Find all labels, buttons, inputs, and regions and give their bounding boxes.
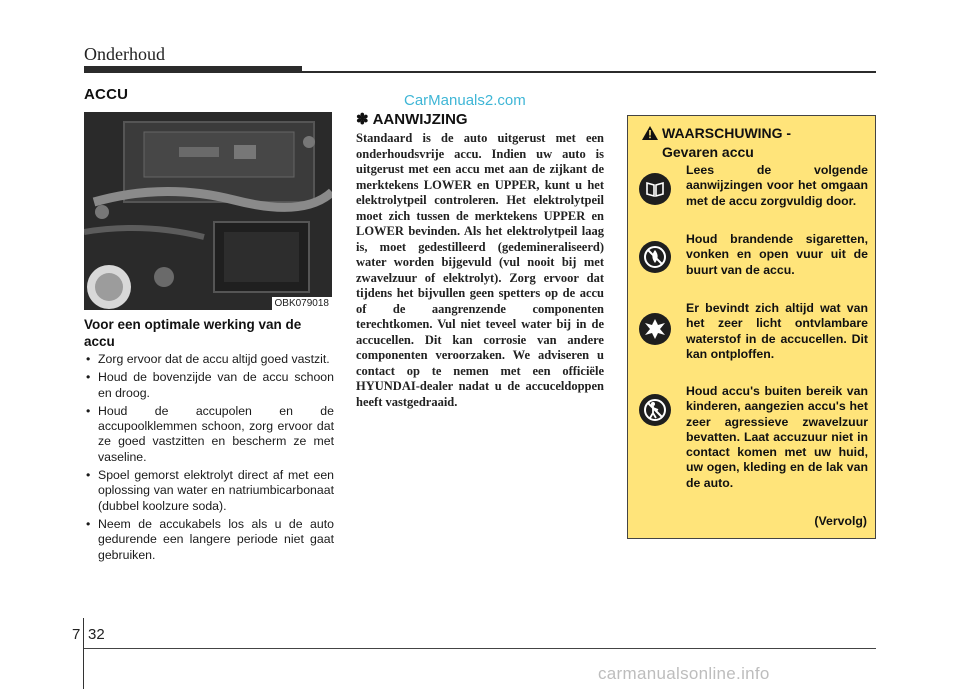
list-item: • Houd de bovenzijde van de accu schoon en droog. xyxy=(84,370,334,401)
running-header-title: Onderhoud xyxy=(84,44,165,64)
header-rule-thick xyxy=(84,66,302,73)
list-item: • Zorg ervoor dat de accu altijd goed vastzit. xyxy=(84,352,334,367)
footer-rule xyxy=(84,648,876,649)
note-body: Standaard is de auto uitgerust met een onderhoudsvrije accu. Indien uw auto is uitgerust met een accu met aan de zijkant de merktekens LOWER en UPPER, kunt u het elektrolytpeil controleren. Het elektrolytpeil moet zich tussen de merktekens UPPER en LOWER bevinden. Als het elektrolytpeil laag is, moet gedestilleerd (gedemineraliseerd) water worden bijgevuld (vul nooit bij met zwavelzuur of elektrolyt). Zorg ervoor dat tijdens het bijvullen geen spetters op de accu of de aangrenzende componenten terechtkomen. Vul niet teveel water bij in de accucellen. Dit kan corrosie van andere componenten veroorzaken. We adviseren u contact op te nemen met een officiële HYUNDAI-dealer nadat u de accuceldoppen heeft vastgedraaid. xyxy=(356,131,604,409)
warning-item-no-fire: Houd brandende sigaretten, vonken en open vuur uit de buurt van de accu. xyxy=(686,232,868,277)
manual-icon xyxy=(639,173,671,205)
footer-divider-vertical xyxy=(83,618,84,689)
no-flame-icon xyxy=(639,241,671,273)
engine-bay-illustration xyxy=(84,112,332,310)
warning-box xyxy=(627,115,876,539)
warning-item-read-instructions: Lees de volgende aanwijzingen voor het omgaan met de accu zorgvuldig door. xyxy=(686,163,868,208)
note-heading xyxy=(356,110,468,128)
warning-subtitle: Gevaren accu xyxy=(662,144,754,160)
header-rule-thin xyxy=(302,71,876,73)
watermark-top: CarManuals2.com xyxy=(404,92,526,109)
warning-title: WAARSCHUWING - xyxy=(662,125,792,141)
warning-triangle-icon xyxy=(642,126,658,144)
chapter-number: 7 xyxy=(72,626,81,643)
photo-reference-code: OBK079018 xyxy=(272,297,333,310)
list-item: • Neem de accukabels los als u de auto gedurende een langere periode niet gaat gebruiken. xyxy=(84,517,334,563)
note-star-icon: ✽ xyxy=(356,111,369,128)
list-item: • Houd de accupolen en de accupoolklemmen schoon, zorg ervoor dat ze goed vastzitten en bescherm ze met vaseline. xyxy=(84,404,334,465)
battery-photo xyxy=(84,112,332,310)
watermark-bottom: carmanualsonline.info xyxy=(598,664,770,683)
note-title: AANWIJZING xyxy=(372,111,468,128)
maintenance-tips-list xyxy=(84,352,334,566)
warning-heading xyxy=(642,125,791,161)
warning-item-explosive-gas: Er bevindt zich altijd wat van het zeer licht ontvlambare waterstof in de accucellen. Dit kan ontploffen. xyxy=(686,301,868,361)
section-title: ACCU xyxy=(84,86,129,103)
explosion-icon xyxy=(639,313,671,345)
left-column-heading: Voor een optimale werking van de accu xyxy=(84,317,302,349)
continued-label: (Vervolg) xyxy=(814,514,867,528)
keep-away-children-icon xyxy=(639,394,671,426)
list-item: • Spoel gemorst elektrolyt direct af met een oplossing van water en natriumbicarbonaat (dubbel koolzure soda). xyxy=(84,468,334,514)
page-number: 32 xyxy=(88,626,105,643)
warning-item-children: Houd accu's buiten bereik van kinderen, aangezien accu's het zeer agressieve zwavelzuur bevatten. Laat accuzuur niet in contact komen met uw huid, uw ogen, kleding en de lak van de auto. xyxy=(686,384,868,490)
